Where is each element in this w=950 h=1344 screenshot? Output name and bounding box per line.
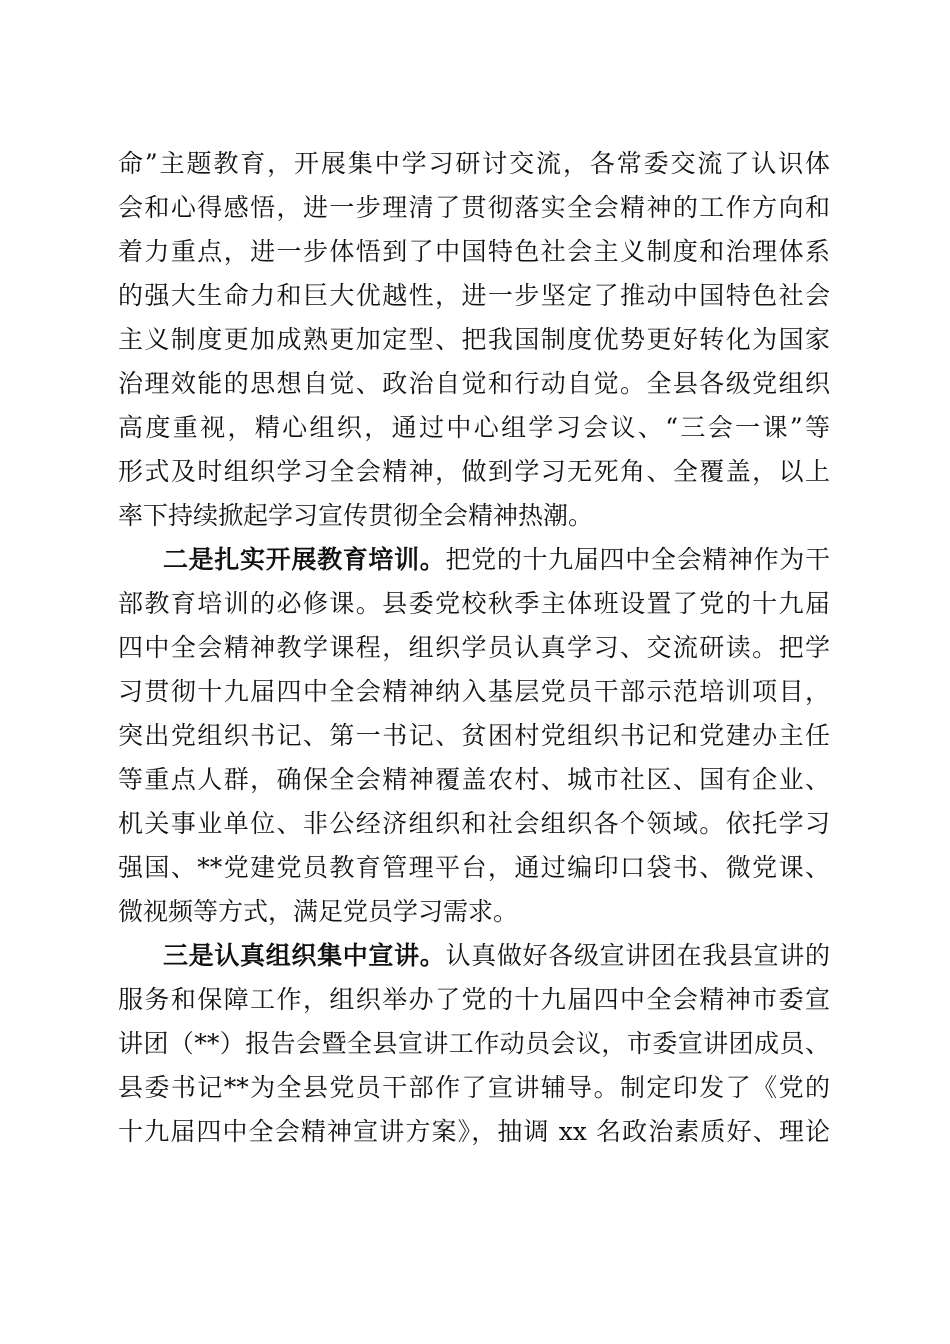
text-line: 四中全会精神教学课程，组织学员认真学习、交流研读。把学 [118,633,830,662]
text-line: 形式及时组织学习全会精神，做到学习无死角、全覆盖，以上 [118,457,830,486]
paragraph-first-line [118,538,830,582]
paragraph-lead: 二是扎实开展教育培训。 [163,545,446,574]
paragraph-first-line [118,934,830,978]
text-line: 率下持续掀起学习宣传贯彻全会精神热潮。 [118,501,594,530]
text-line: 高度重视，精心组织，通过中心组学习会议、“三会一课”等 [118,413,830,442]
paragraph-2 [118,538,830,934]
paragraph-lead: 三是认真组织集中宣讲。 [163,941,446,970]
text-line: 十九届四中全会精神宣讲方案》，抽调 xx 名政治素质好、理论 [118,1117,830,1146]
paragraph-3 [118,934,830,1154]
text-line: 命”主题教育，开展集中学习研讨交流，各常委交流了认识体 [118,149,830,178]
paragraph-first-line-text: 把党的十九届四中全会精神作为干 [445,545,830,574]
text-line: 微视频等方式，满足党员学习需求。 [118,897,519,926]
paragraph-1 [118,142,830,538]
text-line: 的强大生命力和巨大优越性，进一步坚定了推动中国特色社会 [118,281,830,310]
text-line: 习贯彻十九届四中全会精神纳入基层党员干部示范培训项目， [118,677,830,706]
document-body [118,142,830,1154]
text-line: 治理效能的思想自觉、政治自觉和行动自觉。全县各级党组织 [118,369,830,398]
text-line: 主义制度更加成熟更加定型、把我国制度优势更好转化为国家 [118,325,830,354]
text-line: 机关事业单位、非公经济组织和社会组织各个领域。依托学习 [118,809,830,838]
text-line: 突出党组织书记、第一书记、贫困村党组织书记和党建办主任 [118,721,830,750]
text-line: 等重点人群，确保全会精神覆盖农村、城市社区、国有企业、 [118,765,830,794]
paragraph-first-line-text: 认真做好各级宣讲团在我县宣讲的 [445,941,830,970]
text-line: 部教育培训的必修课。县委党校秋季主体班设置了党的十九届 [118,589,830,618]
text-line: 服务和保障工作，组织举办了党的十九届四中全会精神市委宣 [118,985,830,1014]
text-line: 讲团（**）报告会暨全县宣讲工作动员会议，市委宣讲团成员、 [118,1029,830,1058]
text-line: 强国、**党建党员教育管理平台，通过编印口袋书、微党课、 [118,853,830,882]
text-line: 会和心得感悟，进一步理清了贯彻落实全会精神的工作方向和 [118,193,830,222]
text-line: 着力重点，进一步体悟到了中国特色社会主义制度和治理体系 [118,237,830,266]
text-line: 县委书记**为全县党员干部作了宣讲辅导。制定印发了《党的 [118,1073,830,1102]
